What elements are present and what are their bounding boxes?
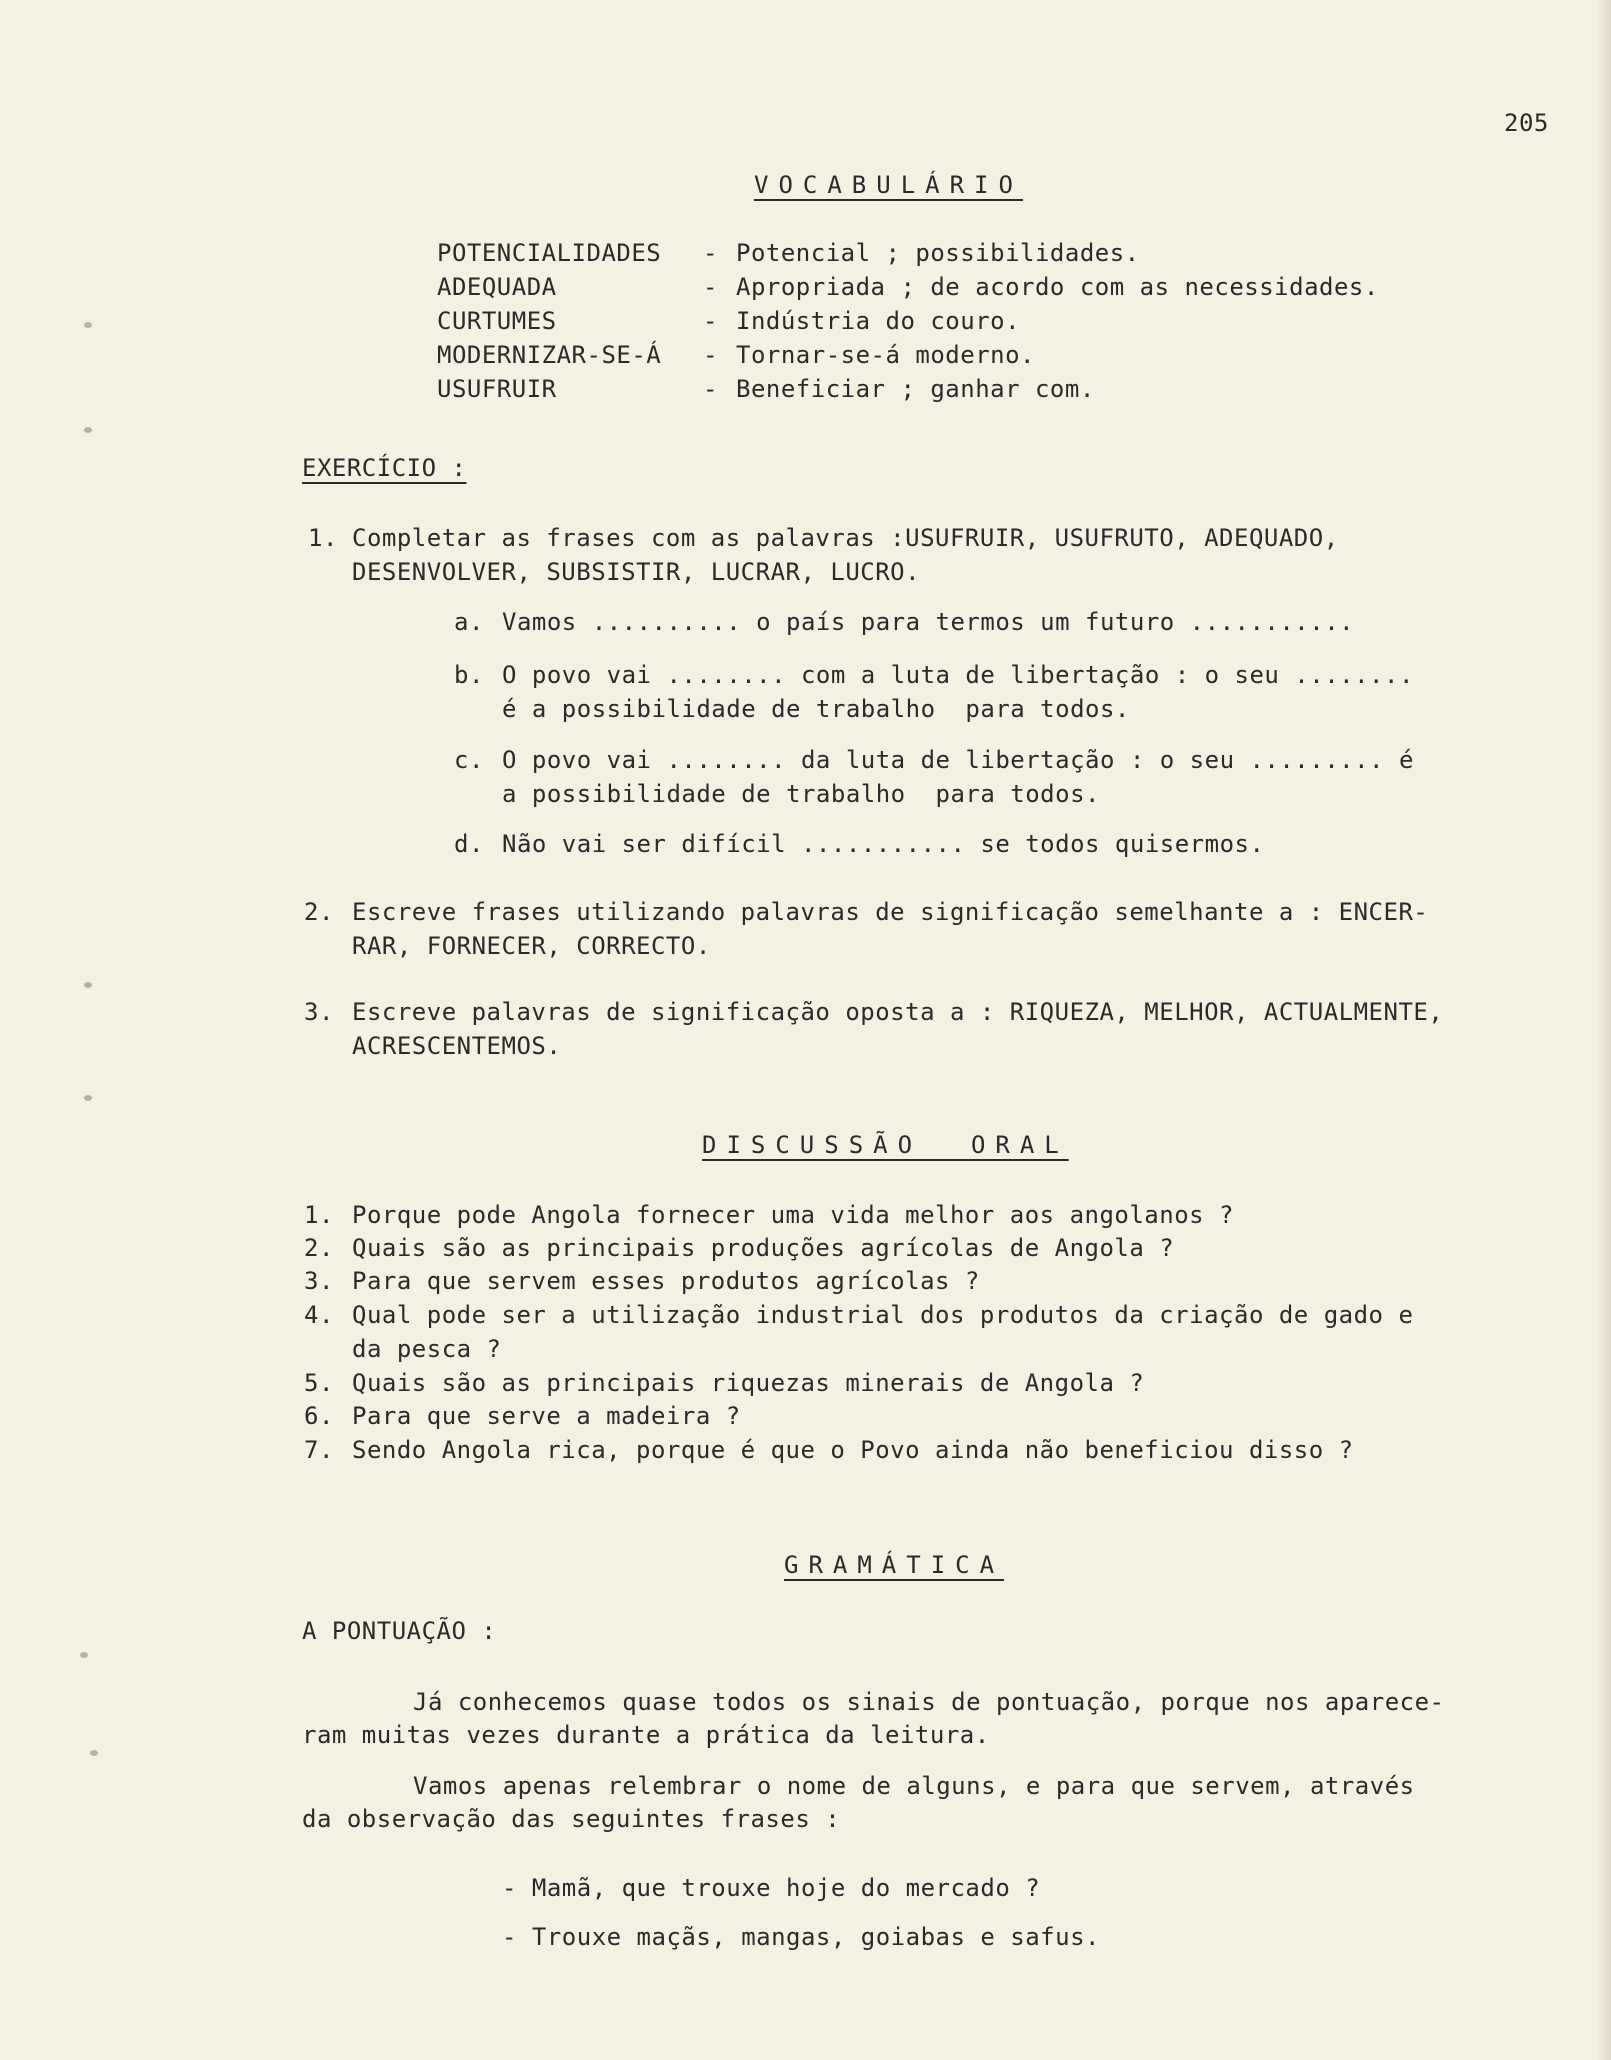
vocabulary-title: VOCABULÁRIO: [754, 171, 1023, 199]
discussion-question: Sendo Angola rica, porque é que o Povo ainda não beneficiou disso ?: [352, 1436, 1354, 1464]
exercise-number: 3.: [304, 998, 334, 1026]
discussion-number: 4.: [304, 1301, 334, 1329]
grammar-subtitle: A PONTUAÇÃO :: [302, 1617, 497, 1645]
grammar-title: GRAMÁTICA: [784, 1551, 1005, 1579]
exercise-number: 2.: [304, 898, 334, 926]
exercise-text: Escreve palavras de significação oposta a : RIQUEZA, MELHOR, ACTUALMENTE,: [352, 998, 1444, 1026]
discussion-question: Para que servem esses produtos agrícolas ?: [352, 1267, 980, 1295]
discussion-number: 1.: [304, 1201, 334, 1229]
grammar-paragraph: Vamos apenas relembrar o nome de alguns, e para que servem, através: [413, 1772, 1415, 1800]
binding-mark: [80, 1652, 88, 1658]
page-edge: [1597, 0, 1611, 2060]
vocab-term: MODERNIZAR-SE-Á: [437, 341, 662, 369]
binding-mark: [84, 982, 92, 988]
vocab-definition: Potencial ; possibilidades.: [736, 239, 1140, 267]
exercise-text: RAR, FORNECER, CORRECTO.: [352, 932, 711, 960]
vocab-dash: -: [703, 273, 718, 301]
grammar-paragraph: da observação das seguintes frases :: [302, 1805, 841, 1833]
discussion-number: 2.: [304, 1234, 334, 1262]
binding-mark: [90, 1750, 98, 1756]
exercise-title: EXERCÍCIO :: [302, 454, 467, 482]
dialogue-line: - Trouxe maçãs, mangas, goiabas e safus.: [502, 1923, 1100, 1951]
binding-mark: [84, 427, 92, 433]
vocab-term: USUFRUIR: [437, 375, 557, 403]
vocab-term: POTENCIALIDADES: [437, 239, 662, 267]
exercise-item-letter: a.: [454, 608, 484, 636]
exercise-item-text: O povo vai ........ da luta de libertação : o seu ......... é: [502, 746, 1414, 774]
binding-mark: [84, 322, 92, 328]
vocab-dash: -: [703, 239, 718, 267]
exercise-text: Escreve frases utilizando palavras de significação semelhante a : ENCER-: [352, 898, 1429, 926]
vocab-term: CURTUMES: [437, 307, 557, 335]
vocab-definition: Beneficiar ; ganhar com.: [736, 375, 1095, 403]
exercise-item-letter: c.: [454, 746, 484, 774]
vocab-definition: Tornar-se-á moderno.: [736, 341, 1035, 369]
dialogue-line: - Mamã, que trouxe hoje do mercado ?: [502, 1874, 1041, 1902]
exercise-item-letter: d.: [454, 830, 484, 858]
exercise-number: 1.: [308, 524, 338, 552]
discussion-number: 3.: [304, 1267, 334, 1295]
discussion-number: 5.: [304, 1369, 334, 1397]
exercise-text: DESENVOLVER, SUBSISTIR, LUCRAR, LUCRO.: [352, 558, 921, 586]
discussion-question: Quais são as principais riquezas minerais de Angola ?: [352, 1369, 1145, 1397]
exercise-item-letter: b.: [454, 661, 484, 689]
exercise-text: Completar as frases com as palavras :USUFRUIR, USUFRUTO, ADEQUADO,: [352, 524, 1339, 552]
exercise-item-text: Vamos .......... o país para termos um futuro ...........: [502, 608, 1355, 636]
grammar-paragraph: ram muitas vezes durante a prática da leitura.: [302, 1721, 990, 1749]
vocab-definition: Indústria do couro.: [736, 307, 1021, 335]
discussion-question: da pesca ?: [352, 1335, 502, 1363]
vocab-dash: -: [703, 375, 718, 403]
vocab-dash: -: [703, 307, 718, 335]
vocab-dash: -: [703, 341, 718, 369]
discussion-number: 7.: [304, 1436, 334, 1464]
discussion-question: Quais são as principais produções agrícolas de Angola ?: [352, 1234, 1175, 1262]
exercise-item-text: é a possibilidade de trabalho para todos.: [502, 695, 1130, 723]
exercise-item-text: Não vai ser difícil ........... se todos quisermos.: [502, 830, 1265, 858]
exercise-text: ACRESCENTEMOS.: [352, 1032, 562, 1060]
vocab-term: ADEQUADA: [437, 273, 557, 301]
discussion-question: Para que serve a madeira ?: [352, 1402, 741, 1430]
exercise-item-text: a possibilidade de trabalho para todos.: [502, 780, 1100, 808]
exercise-item-text: O povo vai ........ com a luta de libertação : o seu ........: [502, 661, 1414, 689]
grammar-paragraph: Já conhecemos quase todos os sinais de pontuação, porque nos aparece-: [413, 1688, 1445, 1716]
binding-mark: [84, 1095, 92, 1101]
discussion-question: Qual pode ser a utilização industrial dos produtos da criação de gado e: [352, 1301, 1414, 1329]
discussion-number: 6.: [304, 1402, 334, 1430]
vocab-definition: Apropriada ; de acordo com as necessidades.: [736, 273, 1379, 301]
page-number: 205: [1504, 109, 1549, 137]
discussion-title: DISCUSSÃO ORAL: [702, 1131, 1069, 1159]
discussion-question: Porque pode Angola fornecer uma vida melhor aos angolanos ?: [352, 1201, 1235, 1229]
